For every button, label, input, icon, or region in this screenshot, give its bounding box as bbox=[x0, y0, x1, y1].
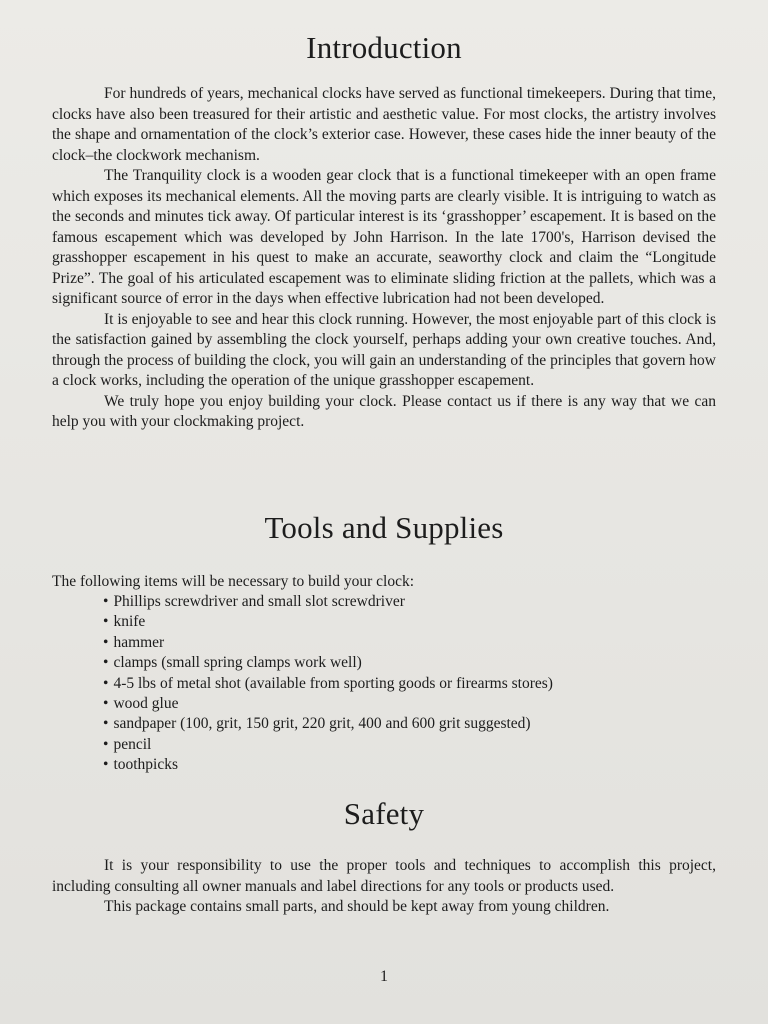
tools-list-item: • knife bbox=[103, 612, 553, 632]
tools-intro: The following items will be necessary to build your clock: bbox=[52, 573, 415, 590]
introduction-body bbox=[52, 84, 716, 433]
tools-list-item: • pencil bbox=[103, 735, 553, 755]
tools-list-item: • hammer bbox=[103, 633, 553, 653]
safety-heading: Safety bbox=[343, 796, 425, 831]
tools-list-item: • toothpicks bbox=[103, 755, 553, 775]
tools-list bbox=[103, 592, 553, 776]
tools-list-item: • sandpaper (100, grit, 150 grit, 220 grit, 400 and 600 grit suggested) bbox=[103, 714, 553, 734]
tools-heading: Tools and Supplies bbox=[264, 510, 504, 545]
introduction-paragraph-1: For hundreds of years, mechanical clocks have served as functional timekeepers. During that time, clocks have also been treasured for their artistic and aesthetic value. For most clocks, the artistry involves the shape and ornamentation of the clock’s exterior case. However, these cases hide the inner beauty of the clock–the clockwork mechanism. bbox=[52, 85, 716, 164]
introduction-heading: Introduction bbox=[306, 30, 462, 65]
tools-list-item: • clamps (small spring clamps work well) bbox=[103, 653, 553, 673]
tools-list-item: • Phillips screwdriver and small slot screwdriver bbox=[103, 592, 553, 612]
safety-paragraph-2: This package contains small parts, and should be kept away from young children. bbox=[104, 898, 610, 915]
introduction-paragraph-4: We truly hope you enjoy building your clock. Please contact us if there is any way that we can help you with your clockmaking project. bbox=[52, 392, 716, 430]
tools-list-item: • wood glue bbox=[103, 694, 553, 714]
safety-body bbox=[52, 856, 716, 918]
safety-paragraph-1: It is your responsibility to use the proper tools and techniques to accomplish this project, including consulting all owner manuals and label directions for any tools or products used. bbox=[52, 857, 716, 895]
page-number: 1 bbox=[380, 968, 388, 985]
introduction-paragraph-2: The Tranquility clock is a wooden gear clock that is a functional timekeeper with an open frame which exposes its mechanical elements. All the moving parts are clearly visible. It is intriguing to watch as the seconds and minutes tick away. Of particular interest is its ‘grasshopper’ escapement. It is based on the famous escapement which was developed by John Harrison. In the late 1700's, Harrison devised the grasshopper escapement in his quest to make an accurate, seaworthy clock and claim the “Longitude Prize”. The goal of his articulated escapement was to eliminate sliding friction at the pallets, which was a significant source of error in the days when effective lubrication had not been developed. bbox=[52, 167, 716, 307]
introduction-paragraph-3: It is enjoyable to see and hear this clock running. However, the most enjoyable part of this clock is the satisfaction gained by assembling the clock yourself, perhaps adding your own creative touches. And, through the process of building the clock, you will gain an understanding of the principles that govern how a clock works, including the operation of the unique grasshopper escapement. bbox=[52, 310, 716, 389]
tools-list-item: • 4-5 lbs of metal shot (available from sporting goods or firearms stores) bbox=[103, 674, 553, 694]
